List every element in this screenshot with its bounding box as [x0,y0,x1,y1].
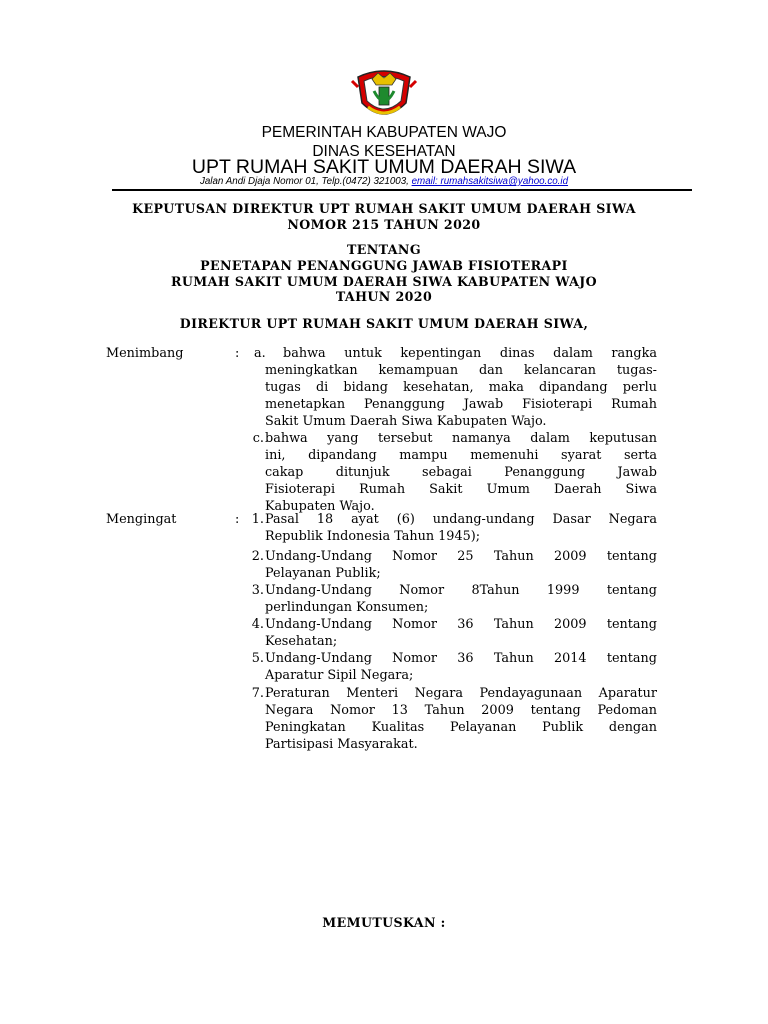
address-line [0,176,768,187]
point-c-line: Kabupaten Wajo. [265,499,375,514]
law-item-line: perlindungan Konsumen; [265,600,429,615]
law-item-line: Negara Nomor 13 Tahun 2009 tentang Pedoman [265,703,657,718]
law-item-line: Pasal 18 ayat (6) undang-undang Dasar Negara [265,512,657,527]
point-c-marker: c. [252,431,264,446]
point-a-line: tugas di bidang kesehatan, maka dipandang perlu [265,380,657,395]
letterhead-divider [112,189,692,191]
hospital-name: UPT RUMAH SAKIT UMUM DAERAH SIWA [191,156,577,178]
law-item-line: Undang-Undang Nomor 36 Tahun 2009 tentang [265,617,657,632]
issuing-authority: DIREKTUR UPT RUMAH SAKIT UMUM DAERAH SIWA, [179,316,589,331]
menimbang-label: Menimbang [106,346,184,361]
decree-number: NOMOR 215 TAHUN 2020 [287,217,481,232]
law-item-line: Undang-Undang Nomor 8Tahun 1999 tentang [265,583,657,598]
email-label: email: [411,176,441,187]
law-item-line: Peningkatan Kualitas Pelayanan Publik dengan [265,720,657,735]
point-a-marker: a. [254,346,266,361]
email-link[interactable] [412,176,568,187]
law-item-line: Undang-Undang Nomor 36 Tahun 2014 tentang [265,651,657,666]
law-item-line: Aparatur Sipil Negara; [265,668,414,683]
law-item-number: 3. [251,583,264,598]
address-text: Jalan Andi Djaja Nomor 01, Telp.(0472) 321003, [199,176,412,187]
point-a-first-line: bahwa untuk kepentingan dinas dalam rangka [283,346,657,361]
law-item-line: Kesehatan; [265,634,338,649]
tentang-heading: TENTANG [346,242,421,257]
decree-heading: KEPUTUSAN DIREKTUR UPT RUMAH SAKIT UMUM DAERAH SIWA [132,201,636,216]
department-name: DINAS KESEHATAN [312,143,456,160]
point-c-line: Fisioterapi Rumah Sakit Umum Daerah Siwa [265,482,657,497]
regency-emblem-icon [344,63,424,127]
decree-subject-2: RUMAH SAKIT UMUM DAERAH SIWA KABUPATEN WAJO [171,274,597,289]
law-item-line: Republik Indonesia Tahun 1945); [265,529,481,544]
decree-subject-1: PENETAPAN PENANGGUNG JAWAB FISIOTERAPI [200,258,568,273]
point-c-line: cakap ditunjuk sebagai Penanggung Jawab [265,465,657,480]
memutuskan-heading: MEMUTUSKAN : [322,915,446,930]
law-item-number: 2. [251,549,264,564]
point-c-line: ini, dipandang mampu memenuhi syarat serta [265,448,657,463]
mengingat-label: Mengingat [106,512,177,527]
decree-subject-3: TAHUN 2020 [335,289,433,304]
menimbang-colon: : [235,346,240,361]
law-item-line: Partisipasi Masyarakat. [265,737,418,752]
law-item-line: Peraturan Menteri Negara Pendayagunaan Aparatur [265,686,657,701]
law-item-number: 1. [251,512,264,527]
law-item-number: 4. [251,617,264,632]
law-item-number: 5. [251,651,264,666]
law-item-line: Pelayanan Publik; [265,566,381,581]
point-a-line: menetapkan Penanggung Jawab Fisioterapi Rumah [265,397,657,412]
point-a-line: meningkatkan kemampuan dan kelancaran tugas- [265,363,657,378]
mengingat-colon: : [235,512,240,527]
email-address: rumahsakitsiwa@yahoo.co.id [440,176,569,187]
point-c-line: bahwa yang tersebut namanya dalam keputusan [265,431,657,446]
law-item-line: Undang-Undang Nomor 25 Tahun 2009 tentang [265,549,657,564]
government-name: PEMERINTAH KABUPATEN WAJO [261,124,507,141]
point-a-line: Sakit Umum Daerah Siwa Kabupaten Wajo. [265,414,547,429]
law-item-number: 7. [251,686,264,701]
